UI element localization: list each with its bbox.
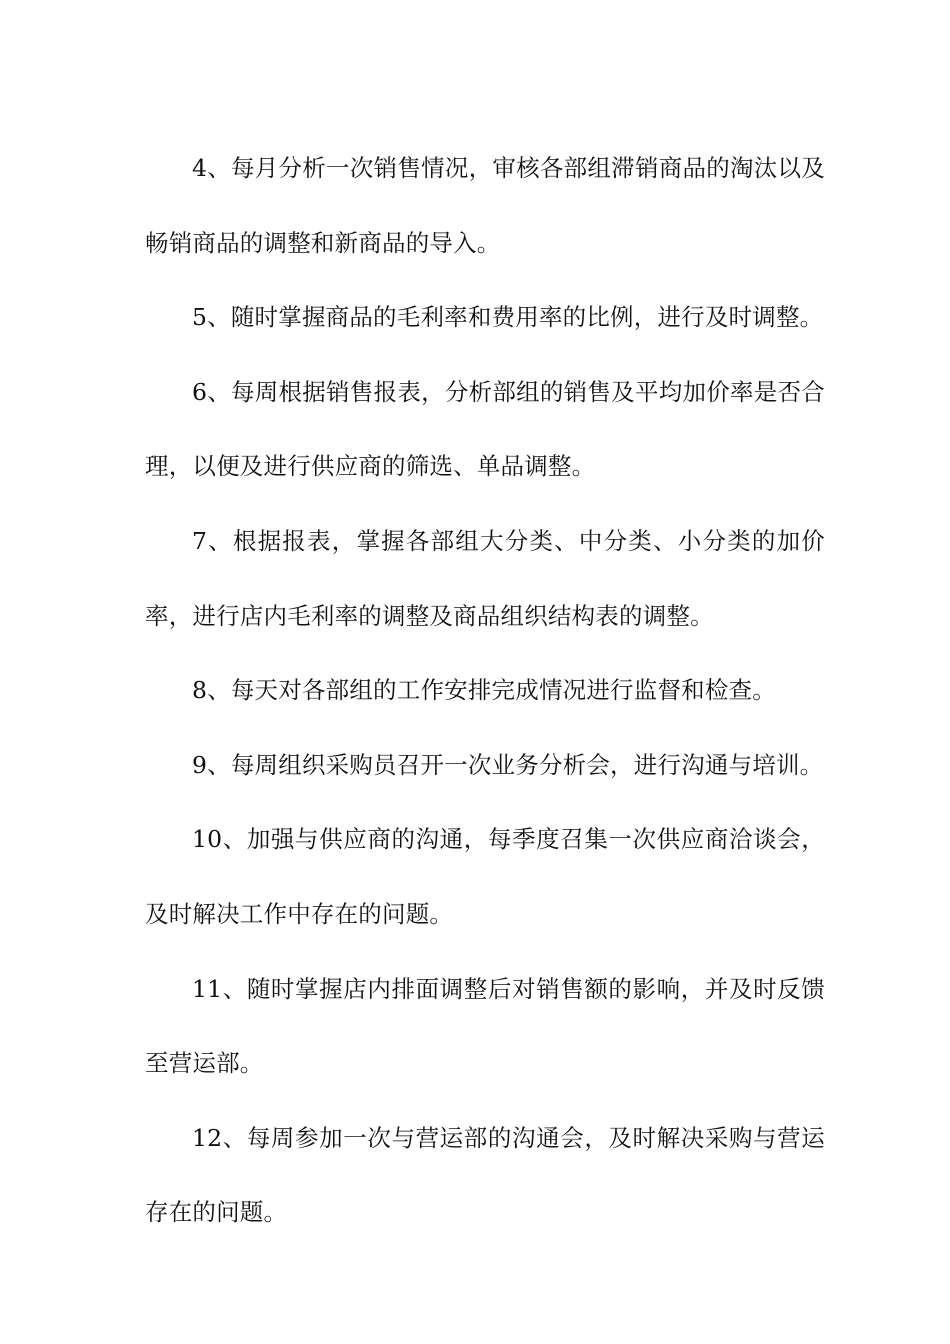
- paragraph-item-11: 11、随时掌握店内排面调整后对销售额的影响，并及时反馈至营运部。: [145, 974, 825, 1078]
- paragraph-item-9: 9、每周组织采购员召开一次业务分析会，进行沟通与培训。: [192, 750, 824, 779]
- paragraph-item-7: 7、根据报表，掌握各部组大分类、中分类、小分类的加价率，进行店内毛利率的调整及商品组织结构表的调整。: [145, 526, 825, 630]
- document-body: [145, 131, 825, 1250]
- paragraph-item-8: 8、每天对各部组的工作安排完成情况进行监督和检查。: [192, 676, 776, 705]
- paragraph-item-6: 6、每周根据销售报表，分析部组的销售及平均加价率是否合理，以便及进行供应商的筛选、单品调整。: [145, 377, 825, 481]
- paragraph-item-10: 10、加强与供应商的沟通，每季度召集一次供应商洽谈会，及时解决工作中存在的问题。: [145, 825, 825, 928]
- paragraph-item-4: 4、每月分析一次销售情况，审核各部组滞销商品的淘汰以及畅销商品的调整和新商品的导入。: [145, 154, 825, 257]
- paragraph-item-12: 12、每周参加一次与营运部的沟通会，及时解决采购与营运存在的问题。: [145, 1123, 825, 1227]
- paragraph-item-5: 5、随时掌握商品的毛利率和费用率的比例，进行及时调整。: [192, 303, 824, 332]
